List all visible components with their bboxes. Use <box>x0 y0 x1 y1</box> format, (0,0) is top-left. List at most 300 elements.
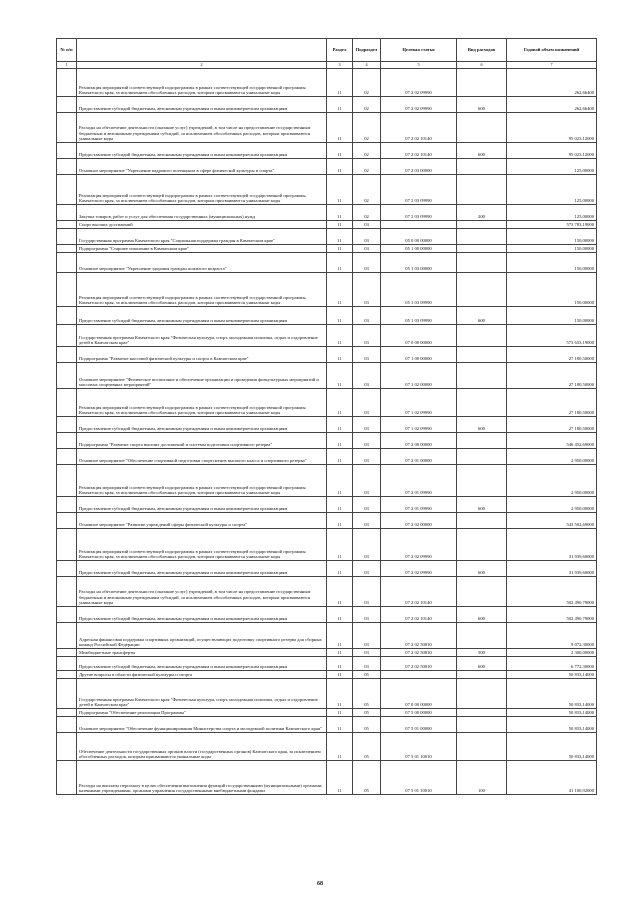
cell-razdel: 11 <box>327 649 353 657</box>
table-row <box>57 449 597 465</box>
cell-podrazdel: 05 <box>353 671 381 679</box>
cell-podrazdel: 03 <box>353 561 381 577</box>
cell-num <box>57 417 77 433</box>
cell-podrazdel: 03 <box>353 245 381 253</box>
cell-podrazdel: 03 <box>353 273 381 307</box>
cell-target: 07 2 01 09990 <box>381 497 457 513</box>
cell-amount: 50 833,14000 <box>507 709 597 717</box>
table-row <box>57 561 597 577</box>
table-row <box>57 113 597 143</box>
cell-name: Предоставление субсидий бюджетным, автономным учреждениям и иным некоммерческим организациям <box>77 497 327 513</box>
cell-name: Основное мероприятие "Развитие учреждений сферы физической культуры и спорта" <box>77 513 327 529</box>
cell-podrazdel: 03 <box>353 449 381 465</box>
table-row <box>57 497 597 513</box>
cell-name: Расходы на обеспечение деятельности (оказание услуг) учреждений, в том числе на предоставление государственным бюджетным и автономным учреждениям субсидий, за исключением обособленных расходов, которым присваиваются уникальные коды <box>77 113 327 143</box>
cell-podrazdel: 03 <box>353 607 381 623</box>
cell-name: Расходы на выплаты персоналу в целях обеспечения выполнения функций государственными (муниципальными) органами, казенными учреждениями, органами управления государственными внебюджетными фондами <box>77 761 327 795</box>
cell-target <box>381 671 457 679</box>
cell-razdel: 11 <box>327 433 353 449</box>
cell-amount: 262,66400 <box>507 97 597 113</box>
cell-name: Подпрограмма "Развитие спорта высших достижений и системы подготовки спортивного резерва" <box>77 433 327 449</box>
cell-expense-type: 600 <box>457 657 507 671</box>
header-amount: Годовой объем назначений <box>507 39 597 62</box>
cell-name: Предоставление субсидий бюджетным, автономным учреждениям и иным некоммерческим организациям <box>77 307 327 325</box>
cell-razdel: 11 <box>327 497 353 513</box>
cell-num <box>57 221 77 229</box>
cell-razdel: 11 <box>327 205 353 221</box>
table-row <box>57 389 597 417</box>
cell-expense-type <box>457 679 507 709</box>
cell-target: 07 5 01 00000 <box>381 717 457 733</box>
cell-expense-type: 600 <box>457 417 507 433</box>
cell-razdel: 11 <box>327 175 353 205</box>
cell-podrazdel: 03 <box>353 325 381 347</box>
cell-target: 07 2 00 00000 <box>381 433 457 449</box>
cell-target <box>381 221 457 229</box>
table-row <box>57 529 597 561</box>
cell-name: Межбюджетные трансферты <box>77 649 327 657</box>
cell-num <box>57 325 77 347</box>
cell-target: 07 2 02 09990 <box>381 69 457 97</box>
cell-razdel: 11 <box>327 69 353 97</box>
cell-expense-type: 600 <box>457 97 507 113</box>
cell-name: Подпрограмма "Старшее поколение в Камчатском крае" <box>77 245 327 253</box>
cell-podrazdel: 05 <box>353 679 381 709</box>
cell-amount: 2 950,00000 <box>507 449 597 465</box>
cell-name: Адресная финансовая поддержка спортивных организаций, осуществляющих подготовку спортивного резерва для сборных команд Российской Федерации <box>77 623 327 649</box>
cell-target: 07 2 02 10140 <box>381 577 457 607</box>
cell-expense-type <box>457 709 507 717</box>
cell-target: 07 1 02 09990 <box>381 417 457 433</box>
cell-num <box>57 679 77 709</box>
cell-podrazdel: 03 <box>353 657 381 671</box>
cell-podrazdel: 02 <box>353 113 381 143</box>
table-row <box>57 347 597 363</box>
cell-name: Закупка товаров, работ и услуг для обеспечения государственных (муниципальных) нужд <box>77 205 327 221</box>
document-page <box>56 38 596 795</box>
cell-podrazdel: 03 <box>353 497 381 513</box>
cell-num <box>57 69 77 97</box>
cell-name: Основное мероприятие "Укрепление кадрового потенциала в сфере физической культуры и спорта" <box>77 159 327 175</box>
cell-num <box>57 205 77 221</box>
cell-expense-type: 500 <box>457 649 507 657</box>
cell-name: Другие вопросы в области физической культуры и спорта <box>77 671 327 679</box>
cell-num <box>57 347 77 363</box>
cell-target: 07 2 02 09990 <box>381 529 457 561</box>
cell-amount: 502 490,79000 <box>507 607 597 623</box>
cell-razdel: 11 <box>327 561 353 577</box>
cell-num <box>57 607 77 623</box>
cell-name: Расходы на обеспечение деятельности (оказание услуг) учреждений, в том числе на предоставление государственным бюджетным и автономным учреждениям субсидий, за исключением обособленных расходов, которым присваиваются уникальные коды <box>77 577 327 607</box>
cell-expense-type <box>457 159 507 175</box>
table-row <box>57 761 597 795</box>
table-body <box>57 69 597 795</box>
budget-table <box>56 38 597 795</box>
cell-num <box>57 449 77 465</box>
cell-razdel: 11 <box>327 253 353 273</box>
cell-expense-type <box>457 733 507 761</box>
cell-razdel: 11 <box>327 307 353 325</box>
table-row <box>57 229 597 245</box>
table-row <box>57 577 597 607</box>
header-podrazdel: Подраздел <box>353 39 381 62</box>
cell-target: 07 5 01 10010 <box>381 761 457 795</box>
table-row <box>57 307 597 325</box>
table-row <box>57 159 597 175</box>
cell-razdel: 11 <box>327 709 353 717</box>
cell-expense-type <box>457 245 507 253</box>
header-num: № п/п <box>57 39 77 62</box>
cell-amount: 27 180,50000 <box>507 363 597 389</box>
cell-amount: 27 180,50000 <box>507 389 597 417</box>
table-row <box>57 717 597 733</box>
cell-name: Государственная программа Камчатского края "Социальная поддержка граждан в Камчатском крае" <box>77 229 327 245</box>
cell-amount: 2 950,00000 <box>507 497 597 513</box>
cell-expense-type <box>457 221 507 229</box>
cell-amount: 502 490,79000 <box>507 577 597 607</box>
table-row <box>57 733 597 761</box>
cell-podrazdel: 03 <box>353 623 381 649</box>
cell-name: Предоставление субсидий бюджетным, автономным учреждениям и иным некоммерческим организациям <box>77 561 327 577</box>
cell-amount: 125,00000 <box>507 205 597 221</box>
cell-num <box>57 733 77 761</box>
cell-name: Основное мероприятие "Укрепление здоровья граждан пожилого возраста" <box>77 253 327 273</box>
table-row <box>57 417 597 433</box>
table-row <box>57 649 597 657</box>
cell-num <box>57 229 77 245</box>
table-row <box>57 679 597 709</box>
cell-name: Предоставление субсидий бюджетным, автономным учреждениям и иным некоммерческим организациям <box>77 657 327 671</box>
cell-amount: 95 023,12000 <box>507 143 597 159</box>
cell-podrazdel: 03 <box>353 221 381 229</box>
cell-podrazdel: 03 <box>353 363 381 389</box>
cell-num <box>57 159 77 175</box>
cell-razdel: 11 <box>327 657 353 671</box>
cell-expense-type <box>457 229 507 245</box>
cell-razdel: 11 <box>327 761 353 795</box>
table-row <box>57 607 597 623</box>
cell-num <box>57 465 77 497</box>
table-row <box>57 671 597 679</box>
cell-expense-type <box>457 671 507 679</box>
cell-razdel: 11 <box>327 577 353 607</box>
cell-amount: 150,00000 <box>507 253 597 273</box>
column-number: 6 <box>457 62 507 69</box>
cell-expense-type: 600 <box>457 607 507 623</box>
cell-num <box>57 761 77 795</box>
cell-amount: 31 939,60000 <box>507 529 597 561</box>
table-row <box>57 253 597 273</box>
cell-num <box>57 577 77 607</box>
cell-name: Предоставление субсидий бюджетным, автономным учреждениям и иным некоммерческим организациям <box>77 607 327 623</box>
cell-target: 07 2 02 10140 <box>381 113 457 143</box>
cell-name: Реализация мероприятий соответствующей подпрограммы в рамках соответствующей государственной программы Камчатского края, за исключением обособленных расходов, которым присваиваются уникальные коды <box>77 69 327 97</box>
cell-podrazdel: 03 <box>353 417 381 433</box>
cell-amount: 27 180,50000 <box>507 347 597 363</box>
cell-amount: 95 023,12000 <box>507 113 597 143</box>
cell-target: 07 1 02 00000 <box>381 363 457 389</box>
cell-expense-type <box>457 363 507 389</box>
cell-target: 07 2 02 50810 <box>381 649 457 657</box>
cell-name: Реализация мероприятий соответствующей подпрограммы в рамках соответствующей государственной программы Камчатского края, за исключением обособленных расходов, которым присваиваются уникальные коды <box>77 465 327 497</box>
cell-name: Обеспечение деятельности государственных органов власти (государственных органов) Камчатского края, за исключением обособленных расходов, которым присваиваются уникальные коды <box>77 733 327 761</box>
cell-razdel: 11 <box>327 273 353 307</box>
header-razdel: Раздел <box>327 39 353 62</box>
cell-target: 07 2 01 09990 <box>381 465 457 497</box>
cell-name: Предоставление субсидий бюджетным, автономным учреждениям и иным некоммерческим организациям <box>77 143 327 159</box>
cell-expense-type <box>457 69 507 97</box>
cell-expense-type <box>457 253 507 273</box>
cell-num <box>57 513 77 529</box>
cell-target: 07 2 03 09990 <box>381 205 457 221</box>
header-target: Целевая статья <box>381 39 457 62</box>
cell-amount: 546 452,69000 <box>507 433 597 449</box>
cell-podrazdel: 03 <box>353 529 381 561</box>
cell-num <box>57 561 77 577</box>
cell-name: Реализация мероприятий соответствующей подпрограммы в рамках соответствующей государственной программы Камчатского края, за исключением обособленных расходов, которым присваиваются уникальные коды <box>77 175 327 205</box>
cell-amount: 31 939,60000 <box>507 561 597 577</box>
cell-target: 07 2 02 09990 <box>381 97 457 113</box>
cell-razdel: 11 <box>327 671 353 679</box>
cell-podrazdel: 02 <box>353 69 381 97</box>
column-number: 1 <box>57 62 77 69</box>
cell-num <box>57 97 77 113</box>
cell-expense-type <box>457 529 507 561</box>
table-row <box>57 465 597 497</box>
cell-podrazdel: 02 <box>353 205 381 221</box>
cell-target: 05 1 03 09990 <box>381 307 457 325</box>
cell-num <box>57 113 77 143</box>
cell-amount: 125,00000 <box>507 159 597 175</box>
cell-target: 05 1 00 00000 <box>381 245 457 253</box>
cell-expense-type: 200 <box>457 205 507 221</box>
cell-podrazdel: 03 <box>353 347 381 363</box>
header-name <box>77 39 327 62</box>
cell-expense-type <box>457 389 507 417</box>
cell-num <box>57 649 77 657</box>
cell-podrazdel: 03 <box>353 465 381 497</box>
cell-amount: 9 072,30000 <box>507 623 597 649</box>
cell-razdel: 11 <box>327 417 353 433</box>
cell-amount: 573 783,19000 <box>507 221 597 229</box>
cell-name: Основное мероприятие "Физическое воспитание и обеспечение организации и проведения физкультурных мероприятий и массовых спортивных мероприятий" <box>77 363 327 389</box>
cell-expense-type <box>457 433 507 449</box>
cell-razdel: 11 <box>327 389 353 417</box>
cell-amount: 41 100,92000 <box>507 761 597 795</box>
cell-razdel: 11 <box>327 449 353 465</box>
cell-name: Основное мероприятие "Обеспечение функционирования Министерства спорта и молодежной политики Камчатского края" <box>77 717 327 733</box>
cell-expense-type <box>457 465 507 497</box>
table-row <box>57 205 597 221</box>
cell-target: 07 2 02 50810 <box>381 623 457 649</box>
cell-razdel: 11 <box>327 159 353 175</box>
cell-razdel: 11 <box>327 679 353 709</box>
cell-amount: 50 833,14000 <box>507 717 597 733</box>
cell-razdel: 11 <box>327 325 353 347</box>
cell-podrazdel: 02 <box>353 97 381 113</box>
cell-num <box>57 623 77 649</box>
cell-expense-type <box>457 347 507 363</box>
cell-podrazdel: 05 <box>353 709 381 717</box>
cell-target: 05 1 03 00000 <box>381 253 457 273</box>
cell-podrazdel: 03 <box>353 577 381 607</box>
table-row <box>57 363 597 389</box>
cell-num <box>57 433 77 449</box>
cell-podrazdel: 02 <box>353 159 381 175</box>
cell-expense-type <box>457 113 507 143</box>
table-row <box>57 69 597 97</box>
cell-amount: 543 502,69000 <box>507 513 597 529</box>
cell-target: 07 2 03 00000 <box>381 159 457 175</box>
cell-amount: 2 950,00000 <box>507 465 597 497</box>
cell-num <box>57 245 77 253</box>
cell-podrazdel: 03 <box>353 253 381 273</box>
table-row <box>57 175 597 205</box>
cell-razdel: 11 <box>327 717 353 733</box>
cell-name: Подпрограмма "Обеспечение реализации Программы" <box>77 709 327 717</box>
cell-name: Спорт высших достижений <box>77 221 327 229</box>
cell-target: 07 5 00 00000 <box>381 709 457 717</box>
cell-target: 07 2 02 00000 <box>381 513 457 529</box>
cell-target: 07 1 02 09990 <box>381 389 457 417</box>
header-expense-type: Вид расходов <box>457 39 507 62</box>
cell-expense-type <box>457 175 507 205</box>
cell-razdel: 11 <box>327 513 353 529</box>
cell-name: Реализация мероприятий соответствующей подпрограммы в рамках соответствующей государственной программы Камчатского края, за исключением обособленных расходов, которым присваиваются уникальные коды <box>77 389 327 417</box>
cell-num <box>57 307 77 325</box>
cell-name: Основное мероприятие "Обеспечение спортивной подготовки спортсменов высокого класса и спортивного резерва" <box>77 449 327 465</box>
cell-podrazdel: 05 <box>353 717 381 733</box>
cell-amount: 150,00000 <box>507 245 597 253</box>
cell-name: Подпрограмма "Развитие массовой физической культуры и спорта в Камчатском крае" <box>77 347 327 363</box>
cell-name: Реализация мероприятий соответствующей подпрограммы в рамках соответствующей государственной программы Камчатского края, за исключением обособленных расходов, которым присваиваются уникальные коды <box>77 529 327 561</box>
cell-razdel: 11 <box>327 221 353 229</box>
cell-expense-type <box>457 449 507 465</box>
cell-num <box>57 253 77 273</box>
cell-razdel: 11 <box>327 465 353 497</box>
table-row <box>57 245 597 253</box>
cell-podrazdel: 03 <box>353 649 381 657</box>
cell-expense-type <box>457 513 507 529</box>
cell-razdel: 11 <box>327 143 353 159</box>
cell-expense-type <box>457 623 507 649</box>
table-row <box>57 221 597 229</box>
column-number: 7 <box>507 62 597 69</box>
cell-amount: 50 833,14000 <box>507 679 597 709</box>
table-row <box>57 513 597 529</box>
cell-target: 07 2 02 50810 <box>381 657 457 671</box>
table-row <box>57 325 597 347</box>
table-row <box>57 623 597 649</box>
cell-target: 07 0 00 00000 <box>381 325 457 347</box>
cell-expense-type <box>457 717 507 733</box>
cell-num <box>57 143 77 159</box>
column-numbering-row <box>57 62 597 69</box>
cell-podrazdel: 02 <box>353 175 381 205</box>
cell-podrazdel: 02 <box>353 143 381 159</box>
cell-expense-type: 600 <box>457 143 507 159</box>
cell-expense-type: 600 <box>457 307 507 325</box>
page-number: 68 <box>317 881 323 887</box>
cell-target: 07 1 00 00000 <box>381 347 457 363</box>
cell-razdel: 11 <box>327 113 353 143</box>
cell-num <box>57 717 77 733</box>
cell-podrazdel: 03 <box>353 307 381 325</box>
cell-podrazdel: 05 <box>353 761 381 795</box>
cell-num <box>57 175 77 205</box>
cell-num <box>57 389 77 417</box>
column-number: 5 <box>381 62 457 69</box>
cell-amount: 125,00000 <box>507 175 597 205</box>
cell-target: 07 2 02 10140 <box>381 607 457 623</box>
cell-amount: 27 180,50000 <box>507 417 597 433</box>
table-row <box>57 433 597 449</box>
cell-expense-type: 600 <box>457 497 507 513</box>
cell-target: 07 2 02 09990 <box>381 561 457 577</box>
cell-razdel: 11 <box>327 347 353 363</box>
cell-amount: 2 300,00000 <box>507 649 597 657</box>
column-number: 3 <box>327 62 353 69</box>
cell-amount: 50 833,14000 <box>507 733 597 761</box>
cell-podrazdel: 05 <box>353 733 381 761</box>
cell-amount: 50 833,14000 <box>507 671 597 679</box>
cell-target: 07 2 01 00000 <box>381 449 457 465</box>
cell-num <box>57 671 77 679</box>
cell-target: 07 5 01 10010 <box>381 733 457 761</box>
cell-podrazdel: 03 <box>353 433 381 449</box>
cell-expense-type <box>457 273 507 307</box>
cell-expense-type: 100 <box>457 761 507 795</box>
cell-amount: 6 772,30000 <box>507 657 597 671</box>
cell-num <box>57 363 77 389</box>
cell-razdel: 11 <box>327 97 353 113</box>
cell-razdel: 11 <box>327 623 353 649</box>
table-header-row <box>57 39 597 62</box>
cell-amount: 150,00000 <box>507 307 597 325</box>
cell-razdel: 11 <box>327 733 353 761</box>
cell-num <box>57 529 77 561</box>
cell-num <box>57 657 77 671</box>
cell-name: Государственная программа Камчатского края "Физическая культура, спорт, молодежная политика, отдых и оздоровление детей в Камчатском крае" <box>77 679 327 709</box>
cell-podrazdel: 03 <box>353 389 381 417</box>
cell-target: 07 0 00 00000 <box>381 679 457 709</box>
cell-target: 05 0 00 00000 <box>381 229 457 245</box>
cell-expense-type <box>457 577 507 607</box>
table-row <box>57 709 597 717</box>
column-number: 4 <box>353 62 381 69</box>
table-row <box>57 657 597 671</box>
cell-target: 07 2 03 09990 <box>381 175 457 205</box>
cell-expense-type: 600 <box>457 561 507 577</box>
cell-target: 05 1 03 09990 <box>381 273 457 307</box>
cell-razdel: 11 <box>327 529 353 561</box>
cell-name: Предоставление субсидий бюджетным, автономным учреждениям и иным некоммерческим организациям <box>77 97 327 113</box>
cell-amount: 262,66400 <box>507 69 597 97</box>
table-row <box>57 97 597 113</box>
cell-num <box>57 497 77 513</box>
cell-num <box>57 273 77 307</box>
cell-expense-type <box>457 325 507 347</box>
cell-amount: 150,00000 <box>507 273 597 307</box>
cell-target: 07 2 02 10140 <box>381 143 457 159</box>
cell-podrazdel: 03 <box>353 229 381 245</box>
cell-podrazdel: 03 <box>353 513 381 529</box>
cell-razdel: 11 <box>327 607 353 623</box>
cell-num <box>57 709 77 717</box>
cell-amount: 150,00000 <box>507 229 597 245</box>
cell-razdel: 11 <box>327 229 353 245</box>
cell-name: Предоставление субсидий бюджетным, автономным учреждениям и иным некоммерческим организациям <box>77 417 327 433</box>
